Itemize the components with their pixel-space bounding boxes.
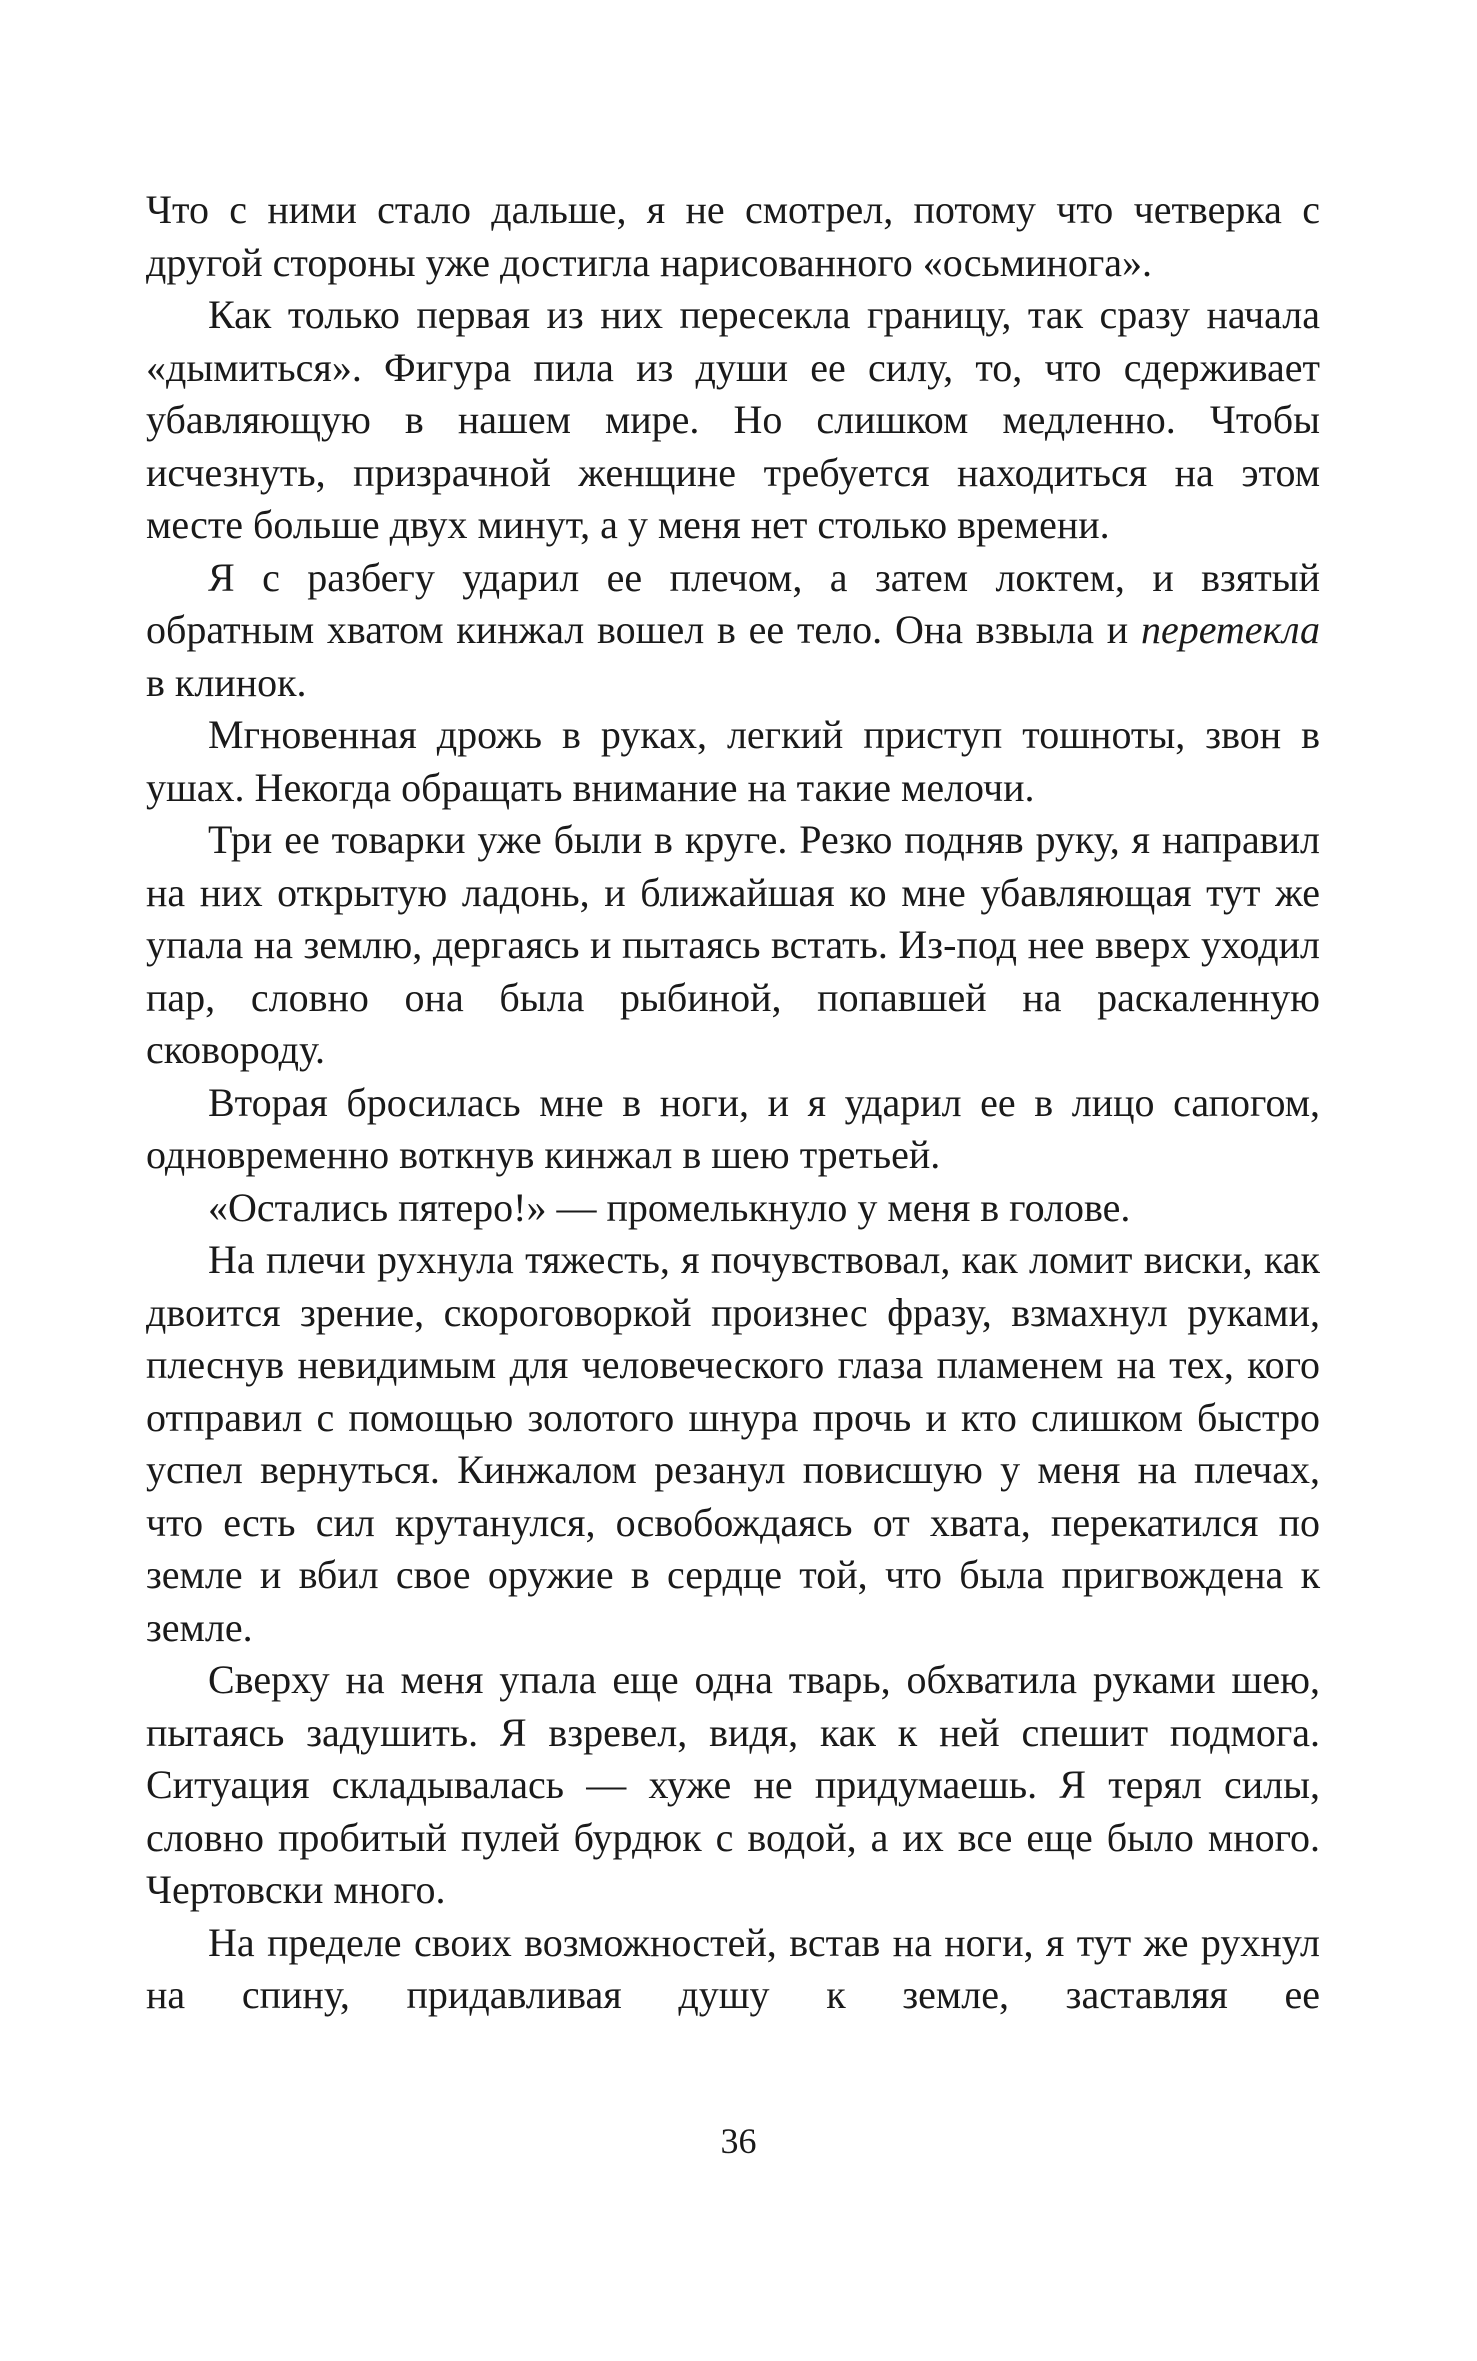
italic-word: перетекла: [1140, 607, 1320, 652]
page-number: 36: [720, 2121, 757, 2161]
paragraph: На пределе своих возможностей, встав на ноги, я тут же рухнул на спину, придавливая душу к земле, заставляя ее: [146, 1919, 1320, 2017]
paragraph: На плечи рухнула тяжесть, я почувствовал, как ломит виски, как двоится зрение, скороговоркой произнес фразу, взмахнул руками, плеснув невидимым для человеческого глаза пламенем на тех, кого отправил с помощью золотого шнура прочь и кто слишком быстро успел вернуться. Кинжалом резанул повисшую у меня на плечах, что есть сил крутанулся, освобождаясь от хвата, перекатился по земле и вбил свое оружие в сердце той, что была пригвождена к земле.: [146, 1237, 1320, 1650]
paragraph: «Остались пятеро!» — промелькнуло у меня в голове.: [208, 1184, 1131, 1230]
paragraph: Три ее товарки уже были в круге. Резко подняв руку, я направил на них открытую ладонь, и ближайшая ко мне убавляющая тут же упала на землю, дергаясь и пытаясь встать. Из-под нее вверх уходил пар, словно она была рыбиной, попавшей на раскаленную сковороду.: [146, 817, 1320, 1072]
paragraph: Мгновенная дрожь в руках, легкий приступ тошноты, звон в ушах. Некогда обращать внимание на такие мелочи.: [146, 712, 1320, 810]
paragraph: Как только первая из них пересекла границу, так сразу начала «дымиться». Фигура пила из души ее силу, то, что сдерживает убавляющую в нашем мире. Но слишком медленно. Чтобы исчезнуть, призрачной женщине требуется находиться на этом месте больше двух минут, а у меня нет столько времени.: [146, 292, 1320, 547]
page-body: [146, 184, 1320, 2022]
paragraph: Вторая бросилась мне в ноги, и я ударил ее в лицо сапогом, одновременно воткнув кинжал в шею третьей.: [146, 1079, 1320, 1177]
paragraph: Сверху на меня упала еще одна тварь, обхватила руками шею, пытаясь задушить. Я взревел, видя, как к ней спешит подмога. Ситуация складывалась — хуже не придумаешь. Я терял силы, словно пробитый пулей бурдюк с водой, а их все еще было много. Чертовски много.: [146, 1657, 1320, 1912]
paragraph: Что с ними стало дальше, я не смотрел, потому что четверка с другой стороны уже достигла нарисованного «осьминога».: [146, 187, 1320, 285]
paragraph-text: в клинок.: [146, 659, 307, 705]
paragraph-text: Я с разбегу ударил ее плечом, а затем локтем, и взятый обратным хватом кинжал вошел в ее тело. Она взвыла и: [146, 554, 1320, 652]
paragraph: [146, 552, 1320, 710]
